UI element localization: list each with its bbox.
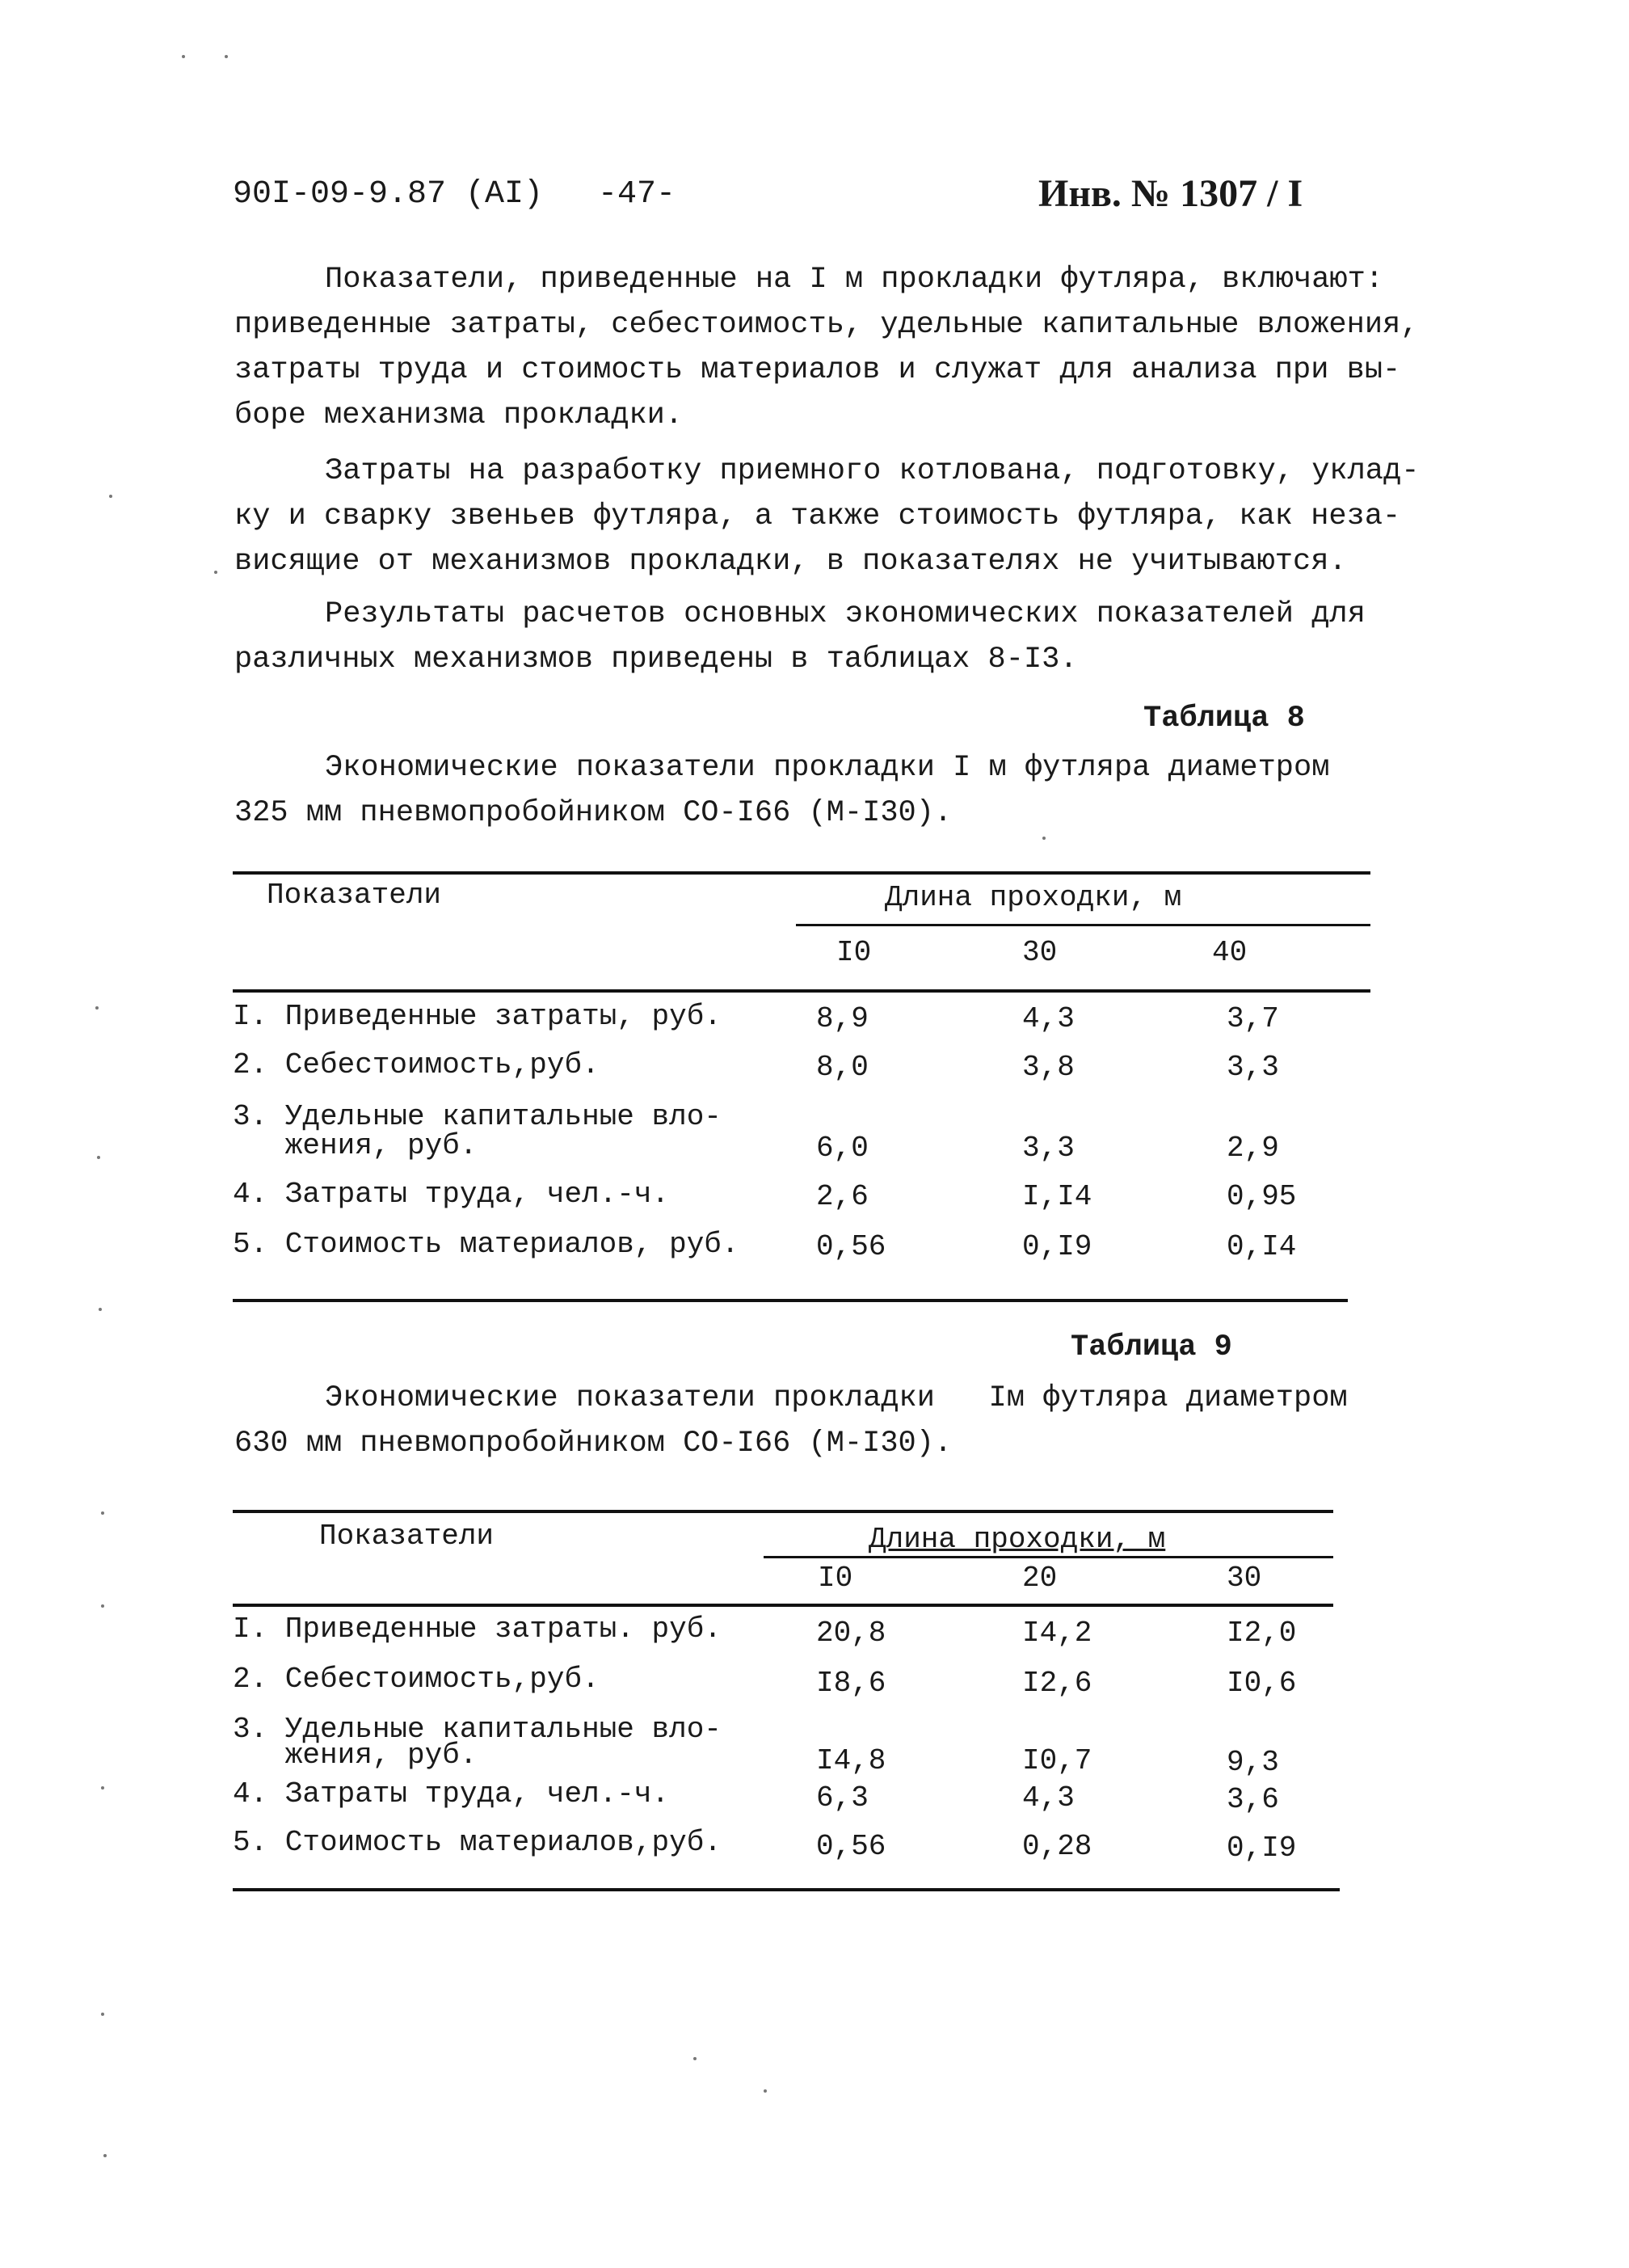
intro-paragraph-3 <box>234 592 1390 682</box>
intro-paragraph-2 <box>234 449 1420 584</box>
text-line: боре механизма прокладки. <box>234 398 684 432</box>
header-bottom-rule <box>233 1604 1333 1607</box>
row-label: 2. Себестоимость,руб. <box>233 1663 600 1696</box>
caption-line: 325 мм пневмопробойником СО-I66 (М-I30). <box>234 796 953 830</box>
scan-speck <box>214 571 217 574</box>
table-cell: I0,6 <box>1227 1667 1297 1700</box>
scan-speck <box>95 1006 99 1010</box>
table-9-caption <box>234 1376 1348 1466</box>
table-cell: 20,8 <box>816 1617 886 1650</box>
table-cell: 2,9 <box>1227 1132 1279 1165</box>
table-cell: 0,I9 <box>1227 1832 1297 1865</box>
table-cell: I0,7 <box>1022 1744 1092 1777</box>
length-col-1: I0 <box>836 936 872 969</box>
table-cell: I,I4 <box>1022 1180 1092 1213</box>
text-line: приведенные затраты, себестоимость, удельные капитальные вложения, <box>234 308 1419 342</box>
group-header-length: Длина проходки, м <box>869 1523 1166 1556</box>
caption-line: Экономические показатели прокладки I м футляра диаметром <box>325 751 1330 785</box>
text-line: Результаты расчетов основных экономических показателей для <box>325 597 1366 631</box>
table-bottom-rule <box>233 1299 1348 1302</box>
row-label: 4. Затраты труда, чел.-ч. <box>233 1777 670 1811</box>
table-cell: 8,9 <box>816 1002 869 1035</box>
table-top-rule <box>233 871 1370 875</box>
length-col-3: 40 <box>1212 936 1248 969</box>
scan-speck <box>225 55 228 58</box>
caption-line: Экономические показатели прокладки Iм футляра диаметром <box>325 1381 1348 1415</box>
scan-speck <box>97 1156 100 1159</box>
table-cell: 0,I4 <box>1227 1230 1297 1263</box>
text-line: ку и сварку звеньев футляра, а также стоимость футляра, как неза- <box>234 500 1401 533</box>
scan-speck <box>1042 837 1046 840</box>
table-cell: I4,2 <box>1022 1617 1092 1650</box>
table-cell: 3,7 <box>1227 1002 1279 1035</box>
text-line: затраты труда и стоимость материалов и служат для анализа при вы- <box>234 353 1401 387</box>
caption-line: 630 мм пневмопробойником СО-I66 (М-I30). <box>234 1427 953 1461</box>
length-col-2: 30 <box>1022 936 1058 969</box>
table-9-number: Таблица 9 <box>1071 1330 1232 1364</box>
table-cell: 2,6 <box>816 1180 869 1213</box>
row-label: 5. Стоимость материалов, руб. <box>233 1228 739 1261</box>
table-cell: I8,6 <box>816 1667 886 1700</box>
text-line: Затраты на разработку приемного котлована, подготовку, уклад- <box>325 454 1420 488</box>
scan-speck <box>101 2013 104 2016</box>
table-cell: 0,I9 <box>1022 1230 1092 1263</box>
table-8-number: Таблица 8 <box>1143 702 1305 736</box>
row-label: 4. Затраты труда, чел.-ч. <box>233 1178 670 1211</box>
group-header-rule <box>796 924 1370 926</box>
table-8-caption <box>234 745 1329 836</box>
row-label: 3. Удельные капитальные вло- <box>233 1100 722 1133</box>
scan-speck <box>764 2089 767 2093</box>
row-label-continuation: жения, руб. <box>233 1129 478 1162</box>
scan-speck <box>109 495 112 498</box>
document-code: 90I-09-9.87 (AI) <box>233 176 544 213</box>
table-cell: 3,8 <box>1022 1051 1075 1084</box>
table-cell: 4,3 <box>1022 1002 1075 1035</box>
page-number: -47- <box>598 176 676 213</box>
table-cell: 3,6 <box>1227 1783 1279 1816</box>
scan-speck <box>693 2057 697 2060</box>
table-cell: I2,0 <box>1227 1617 1297 1650</box>
text-line: различных механизмов приведены в таблицах 8-I3. <box>234 643 1078 677</box>
table-bottom-rule <box>233 1888 1340 1891</box>
table-cell: 3,3 <box>1022 1132 1075 1165</box>
row-label: 3. Удельные капитальные вло- <box>233 1713 722 1746</box>
table-cell: 8,0 <box>816 1051 869 1084</box>
table-cell: I2,6 <box>1022 1667 1092 1700</box>
table-cell: 0,56 <box>816 1230 886 1263</box>
table-cell: 6,0 <box>816 1132 869 1165</box>
column-header-indicators: Показатели <box>267 879 442 912</box>
scan-speck <box>101 1786 104 1790</box>
table-cell: 0,95 <box>1227 1180 1297 1213</box>
header-bottom-rule <box>233 989 1370 993</box>
table-cell: 9,3 <box>1227 1746 1279 1779</box>
table-top-rule <box>233 1510 1333 1513</box>
table-cell: 0,56 <box>816 1830 886 1863</box>
table-cell: 0,28 <box>1022 1830 1092 1863</box>
row-label: 2. Себестоимость,руб. <box>233 1048 600 1081</box>
table-cell: 6,3 <box>816 1781 869 1815</box>
row-label-continuation: жения, руб. <box>233 1739 478 1772</box>
row-label: I. Приведенные затраты, руб. <box>233 1000 722 1033</box>
intro-paragraph-1 <box>234 257 1419 438</box>
scan-speck <box>101 1604 104 1608</box>
length-col-3: 30 <box>1227 1562 1262 1595</box>
scan-speck <box>99 1308 102 1311</box>
scan-speck <box>101 1511 104 1515</box>
group-header-length: Длина проходки, м <box>885 881 1182 914</box>
length-col-2: 20 <box>1022 1562 1058 1595</box>
text-line: висящие от механизмов прокладки, в показателях не учитываются. <box>234 545 1347 579</box>
scan-speck <box>103 2154 107 2157</box>
table-cell: 3,3 <box>1227 1051 1279 1084</box>
row-label: I. Приведенные затраты. руб. <box>233 1612 722 1646</box>
column-header-indicators: Показатели <box>319 1520 495 1553</box>
group-header-rule <box>764 1556 1333 1558</box>
length-col-1: I0 <box>818 1562 853 1595</box>
inventory-number: Инв. № 1307 / I <box>1038 172 1303 215</box>
table-cell: I4,8 <box>816 1744 886 1777</box>
row-label: 5. Стоимость материалов,руб. <box>233 1826 722 1859</box>
scan-speck <box>182 55 185 58</box>
text-line: Показатели, приведенные на I м прокладки футляра, включают: <box>325 263 1384 297</box>
table-cell: 4,3 <box>1022 1781 1075 1815</box>
